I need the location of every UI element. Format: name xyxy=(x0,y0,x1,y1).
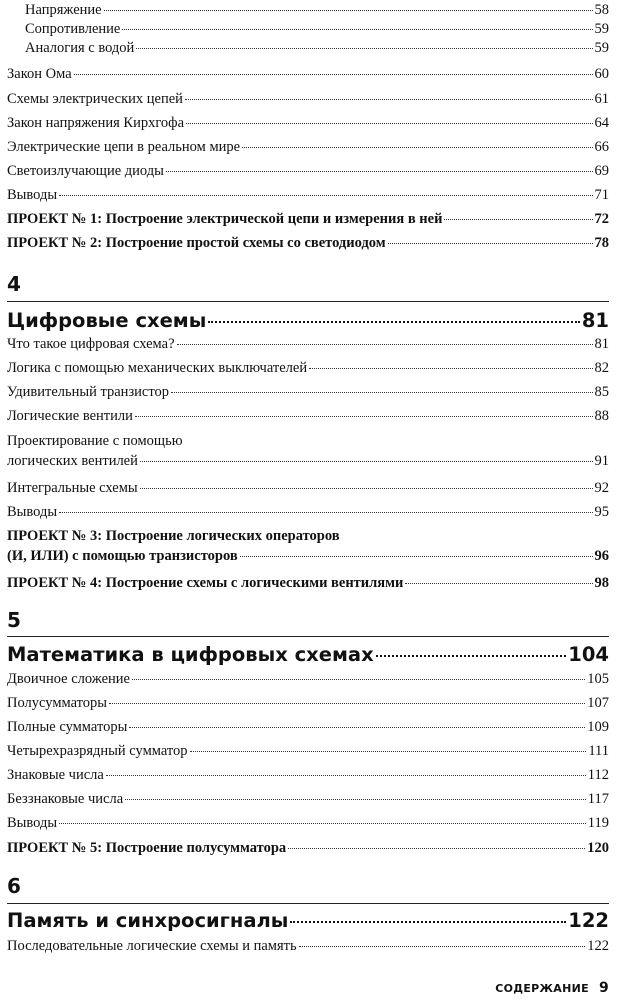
chapter-page: 122 xyxy=(568,909,609,932)
toc-entry-page: 105 xyxy=(587,671,609,687)
chapter-page: 104 xyxy=(568,643,609,666)
toc-entry-title: Закон напряжения Кирхгофа xyxy=(7,115,185,131)
toc-entry[interactable] xyxy=(25,21,609,38)
leader-dots xyxy=(122,29,592,30)
toc-entry[interactable] xyxy=(25,40,609,57)
leader-dots xyxy=(388,243,593,244)
leader-dots xyxy=(74,74,593,75)
toc-entry[interactable] xyxy=(7,115,609,132)
leader-dots xyxy=(109,703,585,704)
toc-entry-title: Удивительный транзистор xyxy=(7,384,170,400)
chapter-title: Цифровые схемы xyxy=(7,309,207,332)
leader-dots xyxy=(208,321,579,323)
toc-entry[interactable] xyxy=(7,384,609,401)
toc-entry-title: Полусумматоры xyxy=(7,695,108,711)
chapter-number: 6 xyxy=(7,874,21,898)
toc-entry[interactable] xyxy=(7,139,609,156)
toc-entry[interactable] xyxy=(7,91,609,108)
toc-entry-page: 72 xyxy=(594,211,609,227)
chapter-number: 4 xyxy=(7,272,21,296)
leader-dots xyxy=(59,195,592,196)
chapter-title: Математика в цифровых схемах xyxy=(7,643,374,666)
toc-entry-title: Светоизлучающие диоды xyxy=(7,163,164,179)
toc-entry-page: 98 xyxy=(594,575,609,591)
toc-entry-title: ПРОЕКТ № 1: Построение электрической цепи и измерения в ней xyxy=(7,211,443,227)
leader-dots xyxy=(240,556,593,557)
leader-dots xyxy=(140,488,593,489)
leader-dots xyxy=(242,147,592,148)
leader-dots xyxy=(190,751,587,752)
toc-entry-line2 xyxy=(7,453,609,470)
toc-entry-page: 81 xyxy=(594,336,609,352)
toc-entry[interactable] xyxy=(7,791,609,808)
toc-entry-page: 71 xyxy=(594,187,609,203)
toc-entry[interactable] xyxy=(7,163,609,180)
chapter-heading[interactable] xyxy=(7,309,609,332)
toc-entry-title: ПРОЕКТ № 4: Построение схемы с логическими вентилями xyxy=(7,575,404,591)
toc-entry-title: Что такое цифровая схема? xyxy=(7,336,175,352)
toc-entry-multiline[interactable] xyxy=(7,433,609,470)
chapter-page: 81 xyxy=(581,309,609,332)
toc-entry-title: Выводы xyxy=(7,815,58,831)
toc-entry-title: Последовательные логические схемы и память xyxy=(7,938,297,954)
toc-entry-title-line2: (И, ИЛИ) с помощью транзисторов xyxy=(7,548,238,564)
toc-entry-page: 78 xyxy=(594,235,609,251)
toc-entry-title-line1: ПРОЕКТ № 3: Построение логических операторов xyxy=(7,528,340,544)
toc-entry-page: 112 xyxy=(587,767,609,783)
toc-project-entry[interactable] xyxy=(7,575,609,592)
leader-dots xyxy=(444,219,592,220)
leader-dots xyxy=(309,368,592,369)
toc-entry-page: 109 xyxy=(587,719,609,735)
toc-entry-title-line1: Проектирование с помощью xyxy=(7,433,183,449)
toc-entry-page: 122 xyxy=(587,938,609,954)
leader-dots xyxy=(129,727,585,728)
toc-entry-title: Логика с помощью механических выключателей xyxy=(7,360,308,376)
toc-entry-page: 107 xyxy=(587,695,609,711)
leader-dots xyxy=(59,512,592,513)
toc-entry[interactable] xyxy=(7,187,609,204)
toc-entry-page: 85 xyxy=(594,384,609,400)
toc-entry-title: ПРОЕКТ № 2: Построение простой схемы со светодиодом xyxy=(7,235,386,251)
leader-dots xyxy=(104,10,593,11)
leader-dots xyxy=(166,171,593,172)
toc-entry-title: Четырехразрядный сумматор xyxy=(7,743,188,759)
toc-entry-page: 82 xyxy=(594,360,609,376)
toc-entry[interactable] xyxy=(7,743,609,760)
page-number: 9 xyxy=(598,980,609,996)
leader-dots xyxy=(125,799,586,800)
toc-entry[interactable] xyxy=(7,938,609,955)
leader-dots xyxy=(290,921,566,923)
leader-dots xyxy=(186,123,592,124)
toc-entry-title: Закон Ома xyxy=(7,66,72,82)
toc-entry-page: 120 xyxy=(587,840,609,856)
toc-entry-page: 66 xyxy=(594,139,609,155)
toc-entry-page: 58 xyxy=(594,2,609,18)
toc-entry-page: 117 xyxy=(587,791,609,807)
leader-dots xyxy=(177,344,593,345)
toc-entry-title: Напряжение xyxy=(25,2,102,18)
toc-entry[interactable] xyxy=(7,695,609,712)
toc-entry[interactable] xyxy=(7,504,609,521)
toc-entry-page: 92 xyxy=(594,480,609,496)
leader-dots xyxy=(185,99,593,100)
toc-project-entry-multiline[interactable] xyxy=(7,528,609,565)
leader-dots xyxy=(135,416,593,417)
toc-entry-title: Аналогия с водой xyxy=(25,40,135,56)
toc-entry-title: Полные сумматоры xyxy=(7,719,128,735)
toc-entry-page: 95 xyxy=(594,504,609,520)
toc-entry-title: Сопротивление xyxy=(25,21,121,37)
toc-entry-title: Выводы xyxy=(7,504,58,520)
toc-entry[interactable] xyxy=(25,2,609,19)
toc-entry-page: 91 xyxy=(594,453,609,469)
toc-entry-page: 88 xyxy=(594,408,609,424)
toc-entry[interactable] xyxy=(7,767,609,784)
chapter-divider xyxy=(7,301,609,302)
toc-entry-page: 96 xyxy=(594,548,609,564)
toc-entry-title: Знаковые числа xyxy=(7,767,104,783)
leader-dots xyxy=(288,848,585,849)
toc-entry[interactable] xyxy=(7,408,609,425)
toc-entry-title: Интегральные схемы xyxy=(7,480,138,496)
toc-entry[interactable] xyxy=(7,671,609,688)
toc-entry-title: Выводы xyxy=(7,187,58,203)
toc-entry-page: 60 xyxy=(594,66,609,82)
leader-dots xyxy=(299,946,586,947)
toc-entry[interactable] xyxy=(7,719,609,736)
toc-entry-title: Схемы электрических цепей xyxy=(7,91,183,107)
leader-dots xyxy=(106,775,586,776)
toc-entry-page: 61 xyxy=(594,91,609,107)
toc-entry-page: 111 xyxy=(588,743,609,759)
chapter-heading[interactable] xyxy=(7,909,609,932)
toc-entry-title: Электрические цепи в реальном мире xyxy=(7,139,241,155)
toc-entry[interactable] xyxy=(7,336,609,353)
page-footer xyxy=(495,980,609,996)
leader-dots xyxy=(59,823,586,824)
leader-dots xyxy=(136,48,592,49)
leader-dots xyxy=(405,583,592,584)
toc-entry-page: 64 xyxy=(594,115,609,131)
toc-entry-page: 59 xyxy=(594,21,609,37)
toc-project-entry[interactable] xyxy=(7,840,609,857)
leader-dots xyxy=(376,655,567,657)
leader-dots xyxy=(132,679,585,680)
toc-entry-title: Логические вентили xyxy=(7,408,133,424)
leader-dots xyxy=(171,392,592,393)
toc-entry-title: Беззнаковые числа xyxy=(7,791,124,807)
toc-project-entry[interactable] xyxy=(7,211,609,228)
toc-entry-line2 xyxy=(7,548,609,565)
chapter-divider xyxy=(7,903,609,904)
toc-entry[interactable] xyxy=(7,66,609,83)
toc-entry[interactable] xyxy=(7,360,609,377)
toc-entry-title: ПРОЕКТ № 5: Построение полусумматора xyxy=(7,840,287,856)
toc-entry[interactable] xyxy=(7,815,609,832)
toc-entry-page: 69 xyxy=(594,163,609,179)
chapter-divider xyxy=(7,636,609,637)
footer-label: СОДЕРЖАНИЕ xyxy=(495,982,589,995)
toc-entry-page: 59 xyxy=(594,40,609,56)
chapter-title: Память и синхросигналы xyxy=(7,909,289,932)
chapter-heading[interactable] xyxy=(7,643,609,666)
toc-entry[interactable] xyxy=(7,480,609,497)
toc-entry-page: 119 xyxy=(587,815,609,831)
toc-entry-title: Двоичное сложение xyxy=(7,671,130,687)
toc-entry-title-line2: логических вентилей xyxy=(7,453,138,469)
chapter-number: 5 xyxy=(7,608,21,632)
toc-project-entry[interactable] xyxy=(7,235,609,252)
leader-dots xyxy=(140,461,593,462)
